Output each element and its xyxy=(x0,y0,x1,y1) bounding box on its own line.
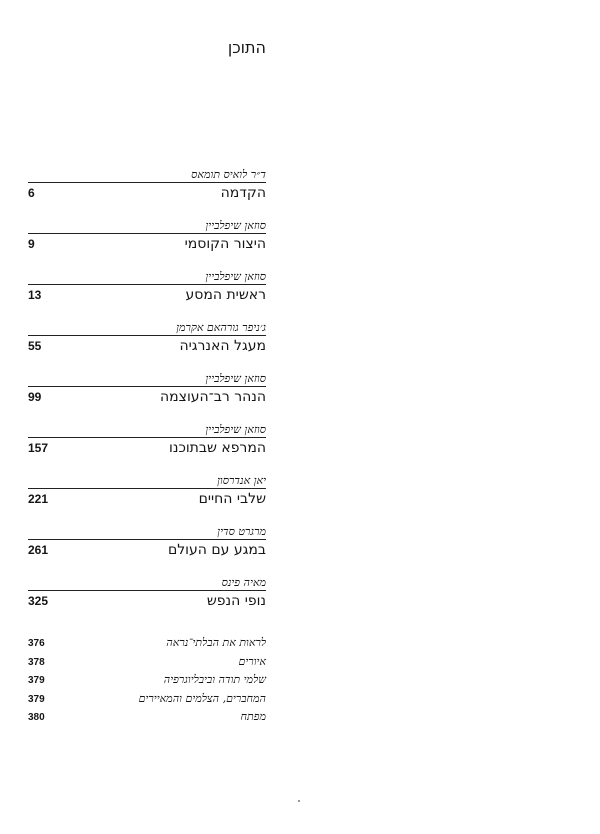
toc-entry xyxy=(28,474,266,525)
toc-page-number: 261 xyxy=(28,543,49,557)
back-matter-row xyxy=(28,636,266,655)
toc-author: סוזאן שיפלביין xyxy=(28,423,266,438)
toc-entry xyxy=(28,270,266,321)
toc-chapter-title: הנהר רב־העוצמה xyxy=(160,389,266,405)
toc-chapter-title: המרפא שבתוכנו xyxy=(169,440,266,456)
back-matter-row xyxy=(28,673,266,692)
toc-page-number: 55 xyxy=(28,339,42,353)
toc-row xyxy=(28,593,266,609)
toc-row xyxy=(28,491,266,507)
toc-page-number: 13 xyxy=(28,288,42,302)
back-matter-row xyxy=(28,692,266,711)
toc-author: מרגרט סדין xyxy=(28,525,266,540)
back-matter-page-number: 378 xyxy=(28,656,45,668)
toc-entry xyxy=(28,321,266,372)
toc-row xyxy=(28,236,266,252)
toc-entry xyxy=(28,576,266,627)
toc-row xyxy=(28,287,266,303)
back-matter-row xyxy=(28,710,266,729)
back-matter-row xyxy=(28,655,266,674)
back-matter-page-number: 379 xyxy=(28,675,45,686)
scan-speck xyxy=(298,800,300,802)
toc-chapter-title: מעגל האנרגיה xyxy=(179,338,266,354)
toc-entry xyxy=(28,372,266,423)
back-matter-title: איורים xyxy=(238,654,266,668)
toc-page-number: 9 xyxy=(28,237,35,251)
back-matter-title: המחברים, הצלמים והמאיירים xyxy=(138,691,266,705)
toc-page-number: 221 xyxy=(28,492,49,506)
toc-author: ד״ר לואיס תומאס xyxy=(28,168,266,183)
toc-entry xyxy=(28,423,266,474)
toc-page-number: 6 xyxy=(28,186,35,200)
toc-back-matter xyxy=(28,636,266,729)
toc-chapter-title: ראשית המסע xyxy=(185,287,266,303)
toc-row xyxy=(28,185,266,201)
toc-row xyxy=(28,440,266,456)
toc-entry xyxy=(28,525,266,576)
toc-list xyxy=(28,168,266,627)
toc-author: סוזאן שיפלביין xyxy=(28,219,266,234)
toc-chapter-title: נופי הנפש xyxy=(206,593,266,609)
toc-chapter-title: היצור הקוסמי xyxy=(184,236,266,252)
back-matter-page-number: 380 xyxy=(28,712,45,723)
back-matter-title: שלמי תודה וביבליוגרפיה xyxy=(163,673,266,686)
toc-chapter-title: שלבי החיים xyxy=(198,491,266,507)
toc-page-number: 99 xyxy=(28,390,42,404)
toc-entry xyxy=(28,168,266,219)
toc-chapter-title: במגע עם העולם xyxy=(167,542,266,558)
toc-author: מאיה פינס xyxy=(28,576,266,591)
back-matter-page-number: 379 xyxy=(28,693,45,705)
toc-author: סוזאן שיפלביין xyxy=(28,270,266,285)
toc-row xyxy=(28,542,266,558)
toc-chapter-title: הקדמה xyxy=(220,185,266,201)
toc-author: יאן אנדרסון xyxy=(28,474,266,489)
toc-page-number: 157 xyxy=(28,441,49,455)
toc-page-number: 325 xyxy=(28,594,49,608)
toc-row xyxy=(28,389,266,405)
toc-row xyxy=(28,338,266,354)
page-title: התוכן xyxy=(227,38,266,57)
toc-author: סוזאן שיפלביין xyxy=(28,372,266,387)
back-matter-page-number: 376 xyxy=(28,638,45,649)
back-matter-title: מפתח xyxy=(240,710,266,723)
toc-author: ג׳ניפר גורהאם אקרמן xyxy=(28,321,266,336)
back-matter-title: לראות את הבלתי־נראה xyxy=(166,636,266,649)
toc-entry xyxy=(28,219,266,270)
